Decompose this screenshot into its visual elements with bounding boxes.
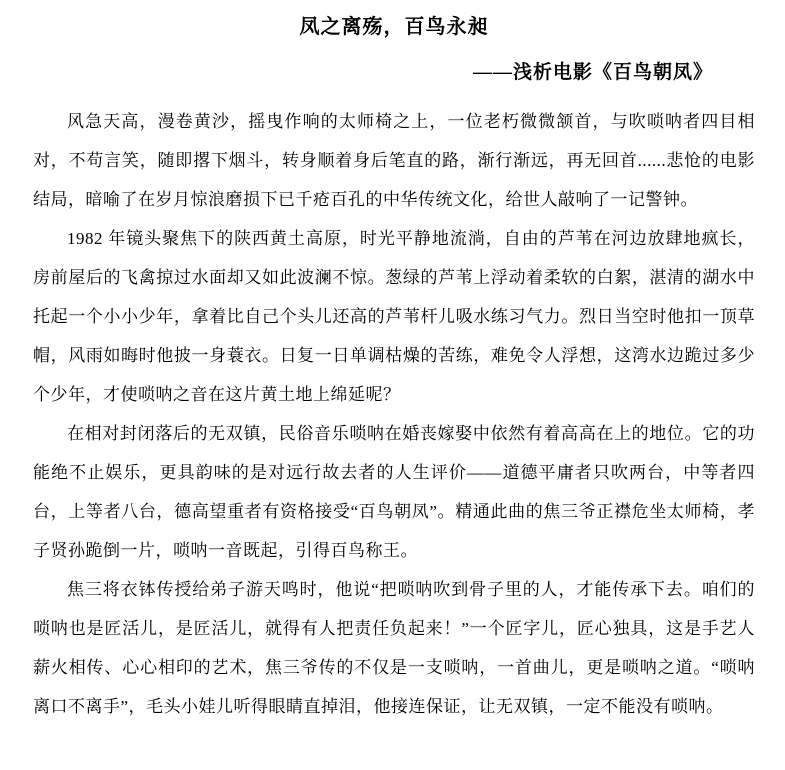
paragraph-2: 1982 年镜头聚焦下的陕西黄土高原，时光平静地流淌，自由的芦苇在河边放肆地疯长，房前屋后的飞禽掠过水面却又如此波澜不惊。葱绿的芦苇上浮动着柔软的白絮，湛清的湖水中托起一个小小少年，拿着比自己个头儿还高的芦苇杆儿吸水练习气力。烈日当空时他扣一顶草帽，风雨如晦时他披一身蓑衣。日复一日单调枯燥的苦练，难免令人浮想，这湾水边跪过多少个少年，才使唢呐之音在这片黄土地上绵延呢？	[33, 229, 755, 404]
paragraph-3: 在相对封闭落后的无双镇，民俗音乐唢呐在婚丧嫁娶中依然有着高高在上的地位。它的功能绝不止娱乐，更具韵味的是对远行故去者的人生评价——道德平庸者只吹两台，中等者四台，上等者八台，德高望重者有资格接受“百鸟朝凤”。精通此曲的焦三爷正襟危坐太师椅，孝子贤孙跪倒一片，唢呐一音既起，引得百鸟称王。	[33, 424, 755, 560]
document-subtitle: ——浅析电影《百鸟朝凤》	[472, 62, 713, 83]
document-title: 凤之离殇，百鸟永昶	[299, 16, 489, 38]
paragraph-4: 焦三将衣钵传授给弟子游天鸣时，他说“把唢呐吹到骨子里的人，才能传承下去。咱们的唢呐也是匠活儿，是匠活儿，就得有人把责任负起来！”一个匠字儿，匠心独具，这是手艺人薪火相传、心心相印的艺术，焦三爷传的不仅是一支唢呐，一首曲儿，更是唢呐之道。“唢呐离口不离手”，毛头小娃儿听得眼睛直掉泪，他接连保证，让无双镇，一定不能没有唢呐。	[33, 580, 755, 716]
paragraph-1: 风急天高，漫卷黄沙，摇曳作响的太师椅之上，一位老朽微微颔首，与吹唢呐者四目相对，不苟言笑，随即撂下烟斗，转身顺着身后笔直的路，渐行渐远，再无回首......悲怆的电影结局，暗喻了在岁月惊浪磨损下已千疮百孔的中华传统文化，给世人敲响了一记警钟。	[33, 112, 755, 209]
document-body	[33, 102, 755, 726]
